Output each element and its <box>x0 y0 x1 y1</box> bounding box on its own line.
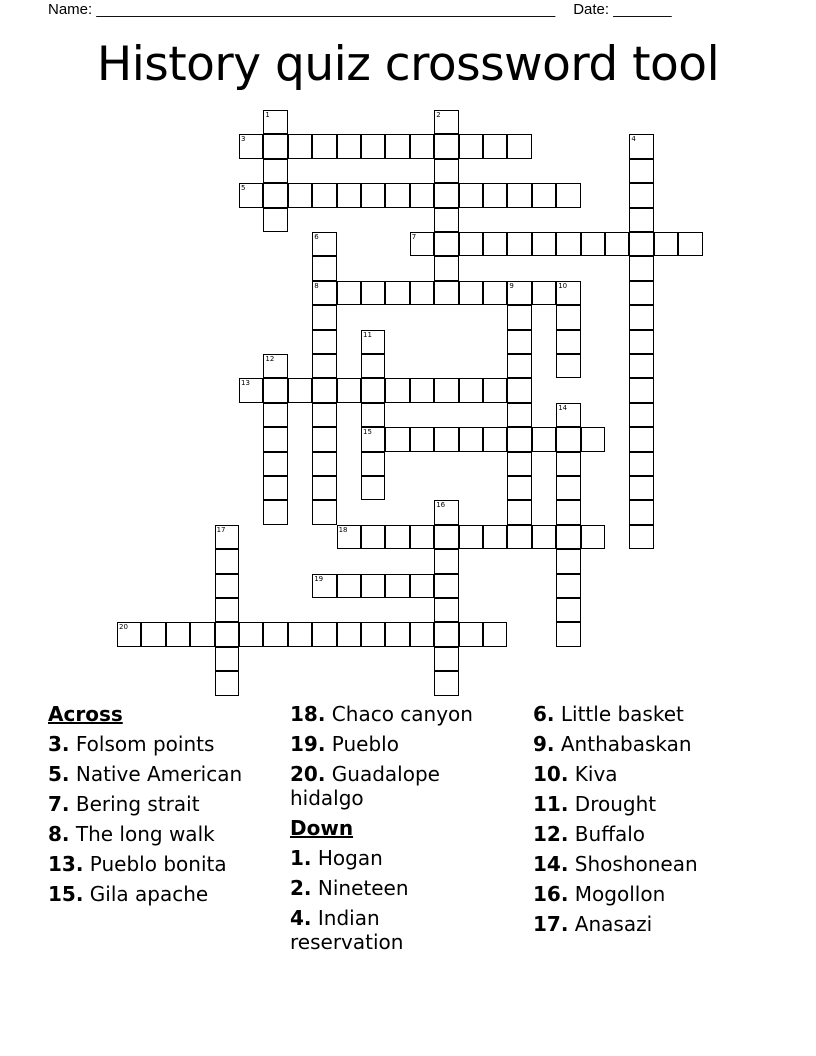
grid-cell[interactable] <box>361 354 385 378</box>
grid-cell[interactable] <box>556 622 580 646</box>
grid-cell[interactable] <box>312 500 336 524</box>
grid-cell[interactable] <box>507 354 531 378</box>
grid-cell[interactable] <box>678 232 702 256</box>
grid-cell[interactable] <box>459 427 483 451</box>
grid-cell[interactable] <box>263 500 287 524</box>
grid-cell[interactable] <box>288 134 312 158</box>
grid-cell[interactable] <box>434 134 458 158</box>
grid-cell[interactable] <box>190 622 214 646</box>
clue-column-1 <box>48 702 248 912</box>
grid-cell[interactable] <box>459 622 483 646</box>
grid-cell[interactable] <box>312 354 336 378</box>
grid-cell[interactable] <box>312 452 336 476</box>
grid-cell[interactable] <box>434 622 458 646</box>
grid-cell[interactable] <box>556 305 580 329</box>
grid-cell[interactable] <box>556 330 580 354</box>
grid-cell[interactable] <box>288 378 312 402</box>
clue-down-16: 16. Mogollon <box>533 882 666 906</box>
grid-cell[interactable] <box>361 183 385 207</box>
grid-cell[interactable] <box>629 500 653 524</box>
grid-cell[interactable] <box>556 232 580 256</box>
grid-cell[interactable] <box>215 647 239 671</box>
grid-cell[interactable] <box>629 159 653 183</box>
grid-cell[interactable] <box>385 378 409 402</box>
grid-cell[interactable] <box>312 378 336 402</box>
clue-across-8: 8. The long walk <box>48 822 215 846</box>
clue-number-label: 7 <box>411 233 417 241</box>
grid-cell[interactable] <box>483 378 507 402</box>
grid-cell[interactable] <box>459 183 483 207</box>
clue-down-10: 10. Kiva <box>533 762 618 786</box>
clue-number-label: 3 <box>241 135 246 144</box>
grid-cell[interactable] <box>629 256 653 280</box>
grid-cell[interactable] <box>385 427 409 451</box>
grid-cell[interactable] <box>385 525 409 549</box>
date-field[interactable]: Date: _______ <box>573 1 672 18</box>
grid-cell[interactable] <box>410 574 434 598</box>
grid-cell[interactable] <box>361 134 385 158</box>
clue-number-label: 16 <box>436 501 446 510</box>
grid-cell[interactable] <box>556 500 580 524</box>
grid-cell[interactable] <box>312 330 336 354</box>
grid-cell[interactable] <box>434 574 458 598</box>
clue-number-label: 4 <box>631 135 636 144</box>
grid-cell[interactable] <box>312 183 336 207</box>
grid-cell[interactable] <box>629 525 653 549</box>
grid-cell[interactable] <box>507 305 531 329</box>
grid-cell[interactable] <box>410 427 434 451</box>
grid-cell[interactable] <box>507 330 531 354</box>
grid-cell[interactable] <box>532 183 556 207</box>
clue-across-3: 3. Folsom points <box>48 732 215 756</box>
grid-cell[interactable] <box>483 622 507 646</box>
grid-cell[interactable] <box>434 671 458 695</box>
grid-cell[interactable] <box>263 159 287 183</box>
grid-cell[interactable] <box>483 281 507 305</box>
grid-cell[interactable] <box>263 183 287 207</box>
clue-number-label: 15 <box>363 428 372 437</box>
grid-cell[interactable] <box>215 549 239 573</box>
grid-cell[interactable] <box>410 622 434 646</box>
clue-across-7: 7. Bering strait <box>48 792 200 816</box>
grid-cell[interactable] <box>483 232 507 256</box>
grid-cell[interactable] <box>312 622 336 646</box>
clue-down-17: 17. Anasazi <box>533 912 653 936</box>
grid-cell[interactable] <box>483 183 507 207</box>
grid-cell[interactable] <box>581 232 605 256</box>
grid-cell[interactable] <box>410 281 434 305</box>
clue-down-11: 11. Drought <box>533 792 657 816</box>
clue-number-label: 10 <box>558 281 568 290</box>
grid-cell[interactable] <box>312 427 336 451</box>
grid-cell[interactable] <box>263 134 287 158</box>
grid-cell[interactable] <box>239 622 263 646</box>
grid-cell[interactable] <box>263 452 287 476</box>
grid-cell[interactable] <box>654 232 678 256</box>
grid-cell[interactable] <box>556 574 580 598</box>
grid-cell[interactable] <box>263 622 287 646</box>
grid-cell[interactable] <box>385 134 409 158</box>
across-heading: Across <box>48 702 123 726</box>
grid-cell[interactable] <box>629 208 653 232</box>
grid-cell[interactable] <box>629 378 653 402</box>
grid-cell[interactable] <box>605 232 629 256</box>
grid-cell[interactable] <box>434 525 458 549</box>
page-title: History quiz crossword tool <box>96 37 720 92</box>
clue-column-3 <box>533 702 698 942</box>
clue-number-label: 1 <box>265 111 270 119</box>
grid-cell[interactable] <box>410 183 434 207</box>
grid-cell[interactable] <box>507 500 531 524</box>
grid-cell[interactable] <box>581 427 605 451</box>
grid-cell[interactable] <box>483 525 507 549</box>
grid-cell[interactable] <box>507 183 531 207</box>
grid-cell[interactable] <box>434 549 458 573</box>
grid-cell[interactable] <box>507 378 531 402</box>
grid-cell[interactable] <box>263 208 287 232</box>
grid-cell[interactable] <box>166 622 190 646</box>
grid-cell[interactable] <box>288 183 312 207</box>
grid-cell[interactable] <box>215 598 239 622</box>
clue-number-label: 14 <box>558 403 568 412</box>
grid-cell[interactable] <box>434 159 458 183</box>
grid-cell[interactable] <box>312 476 336 500</box>
grid-cell[interactable] <box>312 134 336 158</box>
grid-cell[interactable] <box>629 305 653 329</box>
grid-cell[interactable] <box>385 574 409 598</box>
grid-cell[interactable] <box>361 403 385 427</box>
grid-cell[interactable] <box>556 354 580 378</box>
grid-cell[interactable] <box>507 525 531 549</box>
grid-cell[interactable] <box>556 183 580 207</box>
grid-cell[interactable] <box>215 574 239 598</box>
grid-cell[interactable] <box>263 427 287 451</box>
grid-cell[interactable] <box>434 208 458 232</box>
grid-cell[interactable] <box>410 378 434 402</box>
grid-cell[interactable] <box>361 622 385 646</box>
grid-cell[interactable] <box>556 452 580 476</box>
clue-across-19: 19. Pueblo <box>290 732 399 756</box>
grid-cell[interactable] <box>434 183 458 207</box>
grid-cell[interactable] <box>434 427 458 451</box>
grid-cell[interactable] <box>361 525 385 549</box>
clue-across-20: 20. Guadalope hidalgo <box>290 762 440 810</box>
grid-cell[interactable] <box>629 476 653 500</box>
grid-cell[interactable] <box>337 378 361 402</box>
clue-number-label: 9 <box>509 281 514 290</box>
clue-number-label: 19 <box>314 574 324 583</box>
grid-cell[interactable] <box>215 671 239 695</box>
grid-cell[interactable] <box>507 427 531 451</box>
grid-cell[interactable] <box>459 134 483 158</box>
grid-cell[interactable] <box>337 134 361 158</box>
grid-cell[interactable] <box>532 232 556 256</box>
grid-cell[interactable] <box>507 134 531 158</box>
grid-cell[interactable] <box>361 281 385 305</box>
grid-cell[interactable] <box>337 574 361 598</box>
down-heading: Down <box>290 816 354 840</box>
grid-cell[interactable] <box>410 134 434 158</box>
grid-cell[interactable] <box>629 281 653 305</box>
clue-number-label: 17 <box>216 525 226 534</box>
clue-down-12: 12. Buffalo <box>533 822 646 846</box>
clue-down-2: 2. Nineteen <box>290 876 409 900</box>
clue-down-6: 6. Little basket <box>533 702 684 726</box>
grid-cell[interactable] <box>532 525 556 549</box>
grid-cell[interactable] <box>459 232 483 256</box>
grid-cell[interactable] <box>337 622 361 646</box>
grid-cell[interactable] <box>532 281 556 305</box>
clue-number-label: 6 <box>314 233 319 241</box>
grid-cell[interactable] <box>629 330 653 354</box>
grid-cell[interactable] <box>483 427 507 451</box>
clue-down-9: 9. Anthabaskan <box>533 732 692 756</box>
grid-cell[interactable] <box>434 378 458 402</box>
grid-cell[interactable] <box>312 403 336 427</box>
grid-cell[interactable] <box>385 281 409 305</box>
grid-cell[interactable] <box>410 525 434 549</box>
grid-cell[interactable] <box>556 525 580 549</box>
grid-cell[interactable] <box>337 281 361 305</box>
grid-cell[interactable] <box>263 403 287 427</box>
grid-cell[interactable] <box>434 232 458 256</box>
clue-down-14: 14. Shoshonean <box>533 852 698 876</box>
grid-cell[interactable] <box>459 525 483 549</box>
grid-cell[interactable] <box>629 183 653 207</box>
grid-cell[interactable] <box>629 452 653 476</box>
grid-cell[interactable] <box>312 305 336 329</box>
grid-cell[interactable] <box>629 427 653 451</box>
grid-cell[interactable] <box>532 427 556 451</box>
grid-cell[interactable] <box>507 476 531 500</box>
clue-number-label: 8 <box>314 281 319 290</box>
clue-number-label: 2 <box>436 111 441 119</box>
grid-cell[interactable] <box>263 476 287 500</box>
grid-cell[interactable] <box>434 598 458 622</box>
grid-cell[interactable] <box>361 452 385 476</box>
clue-across-5: 5. Native American <box>48 762 243 786</box>
clue-number-label: 11 <box>363 330 372 339</box>
grid-cell[interactable] <box>434 647 458 671</box>
grid-cell[interactable] <box>629 232 653 256</box>
clue-across-15: 15. Gila apache <box>48 882 209 906</box>
clue-down-1: 1. Hogan <box>290 846 383 870</box>
grid-cell[interactable] <box>629 354 653 378</box>
grid-cell[interactable] <box>629 403 653 427</box>
grid-cell[interactable] <box>385 183 409 207</box>
grid-cell[interactable] <box>312 256 336 280</box>
grid-cell[interactable] <box>288 622 312 646</box>
clue-across-18: 18. Chaco canyon <box>290 702 473 726</box>
grid-cell[interactable] <box>556 427 580 451</box>
grid-cell[interactable] <box>556 598 580 622</box>
grid-cell[interactable] <box>556 476 580 500</box>
grid-cell[interactable] <box>141 622 165 646</box>
grid-cell[interactable] <box>361 574 385 598</box>
clue-number-label: 20 <box>119 623 128 632</box>
clue-number-label: 5 <box>241 184 246 193</box>
grid-cell[interactable] <box>507 452 531 476</box>
clue-across-13: 13. Pueblo bonita <box>48 852 227 876</box>
grid-cell[interactable] <box>459 281 483 305</box>
grid-cell[interactable] <box>556 549 580 573</box>
clue-number-label: 12 <box>265 355 275 363</box>
name-field[interactable]: Name: _______________________________________________________ <box>48 1 556 18</box>
clue-down-4: 4. Indian reservation <box>290 906 404 954</box>
grid-cell[interactable] <box>263 378 287 402</box>
grid-cell[interactable] <box>385 622 409 646</box>
grid-cell[interactable] <box>459 378 483 402</box>
grid-cell[interactable] <box>507 403 531 427</box>
clue-number-label: 13 <box>241 379 250 388</box>
grid-cell[interactable] <box>215 622 239 646</box>
grid-cell[interactable] <box>581 525 605 549</box>
grid-cell[interactable] <box>434 281 458 305</box>
grid-cell[interactable] <box>434 256 458 280</box>
grid-cell[interactable] <box>507 232 531 256</box>
clue-column-2 <box>290 702 490 960</box>
grid-cell[interactable] <box>483 134 507 158</box>
grid-cell[interactable] <box>337 183 361 207</box>
grid-cell[interactable] <box>361 476 385 500</box>
clue-number-label: 18 <box>338 525 348 534</box>
grid-cell[interactable] <box>361 378 385 402</box>
